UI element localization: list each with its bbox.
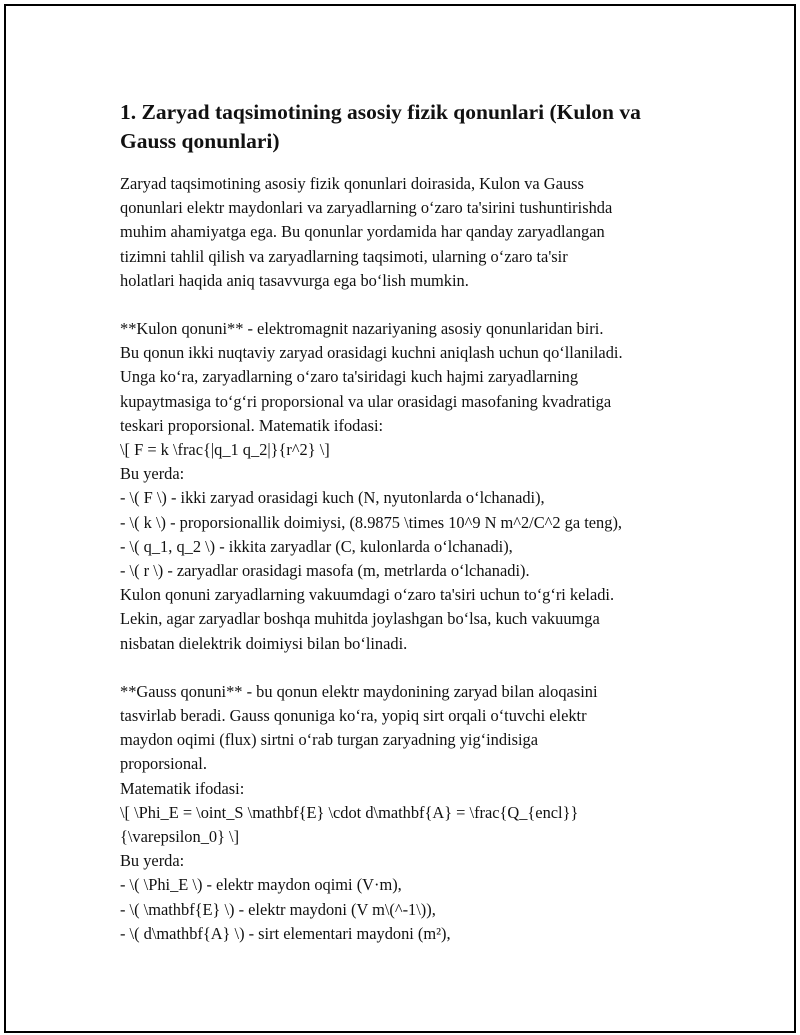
- paragraph-line: Lekin, agar zaryadlar boshqa muhitda joylashgan bo‘lsa, kuch vakuumga: [120, 609, 600, 629]
- paragraph-line: holatlari haqida aniq tasavvurga ega bo‘lish mumkin.: [120, 270, 469, 290]
- list-item: - \( \Phi_E \) - elektr maydon oqimi (V·m),: [120, 875, 402, 895]
- title-line: 1. Zaryad taqsimotining asosiy fizik qonunlari (Kulon va: [120, 100, 641, 124]
- paragraph-line: maydon oqimi (flux) sirtni o‘rab turgan zaryadning yig‘indisiga: [120, 730, 539, 750]
- formula-line: {\varepsilon_0} \]: [120, 827, 240, 847]
- paragraph-line: qonunlari elektr maydonlari va zaryadlarning o‘zaro ta'sirini tushuntirishda: [120, 198, 613, 218]
- paragraph-line: Bu yerda:: [120, 851, 185, 871]
- document-title: [120, 98, 700, 156]
- paragraph-line: Bu yerda:: [120, 464, 185, 484]
- list-item: - \( q_1, q_2 \) - ikkita zaryadlar (C, kulonlarda o‘lchanadi),: [120, 536, 513, 556]
- paragraph-line: muhim ahamiyatga ega. Bu qonunlar yordamida har qanday zaryadlangan: [120, 222, 605, 242]
- paragraph-line: Unga ko‘ra, zaryadlarning o‘zaro ta'siridagi kuch hajmi zaryadlarning: [120, 367, 579, 387]
- list-item: - \( d\mathbf{A} \) - sirt elementari maydoni (m²),: [120, 923, 451, 943]
- intro-paragraph: [120, 172, 700, 293]
- paragraph-line: Zaryad taqsimotining asosiy fizik qonunlari doirasida, Kulon va Gauss: [120, 174, 584, 193]
- list-item: - \( F \) - ikki zaryad orasidagi kuch (N, nyutonlarda o‘lchanadi),: [120, 488, 545, 508]
- coulomb-law-paragraph: [120, 317, 700, 656]
- paragraph-line: kupaytmasiga to‘g‘ri proporsional va ular orasidagi masofaning kvadratiga: [120, 391, 612, 411]
- gauss-law-paragraph: [120, 680, 700, 946]
- page-frame: [4, 4, 796, 1033]
- document-body: [120, 98, 700, 970]
- paragraph-line: tasvirlab beradi. Gauss qonuniga ko‘ra, yopiq sirt orqali o‘tuvchi elektr: [120, 706, 587, 726]
- formula-line: \[ \Phi_E = \oint_S \mathbf{E} \cdot d\mathbf{A} = \frac{Q_{encl}}: [120, 802, 579, 822]
- paragraph-line: tizimni tahlil qilish va zaryadlarning taqsimoti, ularning o‘zaro ta'sir: [120, 246, 568, 266]
- title-line: Gauss qonunlari): [120, 129, 280, 153]
- paragraph-line: **Kulon qonuni** - elektromagnit nazariyaning asosiy qonunlaridan biri.: [120, 319, 604, 339]
- list-item: - \( r \) - zaryadlar orasidagi masofa (m, metrlarda o‘lchanadi).: [120, 561, 530, 581]
- paragraph-line: Bu qonun ikki nuqtaviy zaryad orasidagi kuchni aniqlash uchun qo‘llaniladi.: [120, 343, 623, 363]
- list-item: - \( \mathbf{E} \) - elektr maydoni (V m\(^-1\)),: [120, 899, 436, 919]
- paragraph-line: Matematik ifodasi:: [120, 778, 245, 798]
- paragraph-line: **Gauss qonuni** - bu qonun elektr maydonining zaryad bilan aloqasini: [120, 681, 598, 701]
- paragraph-line: teskari proporsional. Matematik ifodasi:: [120, 415, 384, 435]
- paragraph-line: proporsional.: [120, 754, 207, 774]
- paragraph-line: nisbatan dielektrik doimiysi bilan bo‘linadi.: [120, 633, 408, 653]
- paragraph-line: Kulon qonuni zaryadlarning vakuumdagi o‘zaro ta'siri uchun to‘g‘ri keladi.: [120, 585, 615, 605]
- formula-line: \[ F = k \frac{|q_1 q_2|}{r^2} \]: [120, 440, 330, 460]
- list-item: - \( k \) - proporsionallik doimiysi, (8.9875 \times 10^9 N m^2/C^2 ga teng),: [120, 512, 622, 532]
